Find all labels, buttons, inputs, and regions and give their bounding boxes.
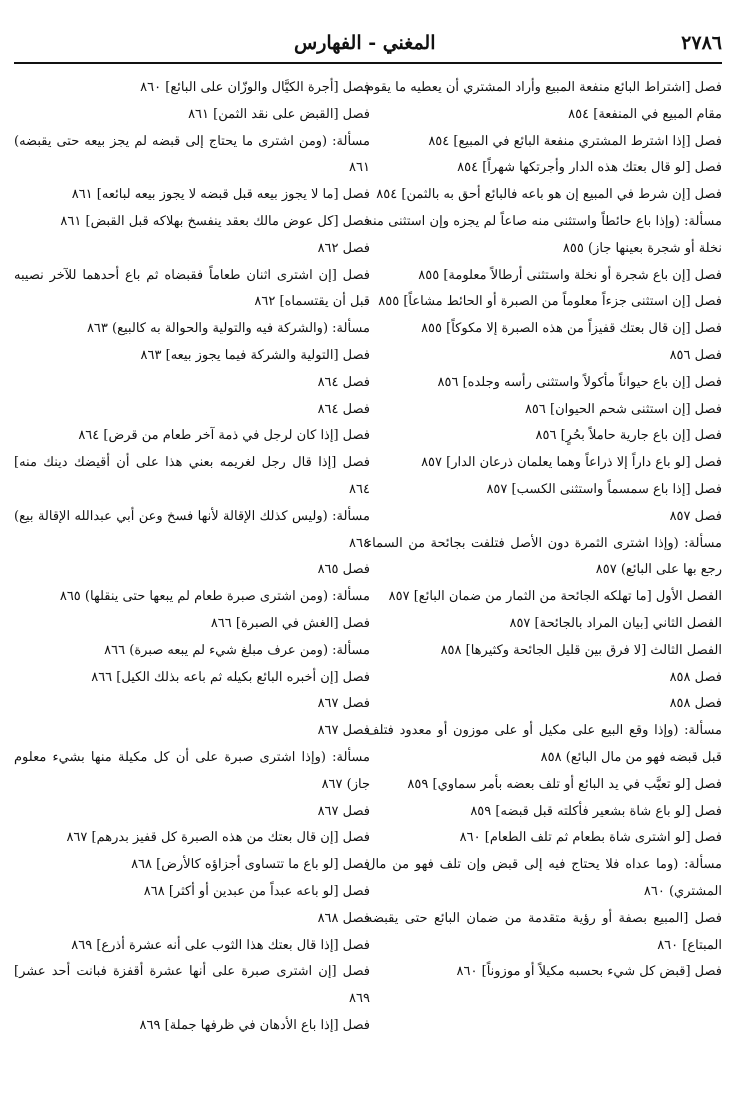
index-entry: فصل [إن باع شجرة أو نخلة واستثنى أرطالاً معلومة] ٨٥٥ xyxy=(418,267,722,283)
index-entry: فصل [ما لا يجوز بيعه قبل قبضه لا يجوز بيعه لبائعه] ٨٦١ xyxy=(71,187,370,203)
index-entry: فصل [إن قال بعتك قفيزاً من هذه الصبرة إلا مكوكاً] ٨٥٥ xyxy=(421,321,722,337)
index-entry: فصل [إذا قال بعتك هذا الثوب على أنه عشرة أذرع] ٨٦٩ xyxy=(71,937,370,953)
index-entry: فصل [إذا باع سمسماً واستثنى الكسب] ٨٥٧ xyxy=(486,481,722,497)
index-entry: فصل [إن استثنى شحم الحيوان] ٨٥٦ xyxy=(524,401,722,417)
index-entry: فصل [إذا قال رجل لغريمه بعني هذا على أن أقيضك دينك منه] ٨٦٤ xyxy=(14,455,370,497)
index-entry: فصل [إن اشترى اثنان طعاماً فقبضاه ثم باع أحدهما للآخر نصيبه قبل أن يقتسماه] ٨٦٢ xyxy=(14,267,370,310)
index-entry: فصل ٨٦٨ xyxy=(317,910,370,926)
index-entry: الفصل الأول [ما تهلكه الجائحة من الثمار من ضمان البائع] ٨٥٧ xyxy=(388,589,722,605)
index-entry: فصل ٨٦٥ xyxy=(317,562,370,578)
index-entry: فصل ٨٥٨ xyxy=(669,669,722,685)
index-entry: فصل [لو باع شاة بشعير فأكلته قبل قبضه] ٨٥٩ xyxy=(470,803,722,819)
index-entry: فصل [أجرة الكيَّال والوزّان على البائع] ٨٦٠ xyxy=(140,80,370,95)
index-entry: مسألة: (وإذا اشترى صبرة على أن كل مكيلة منها بشيء معلوم جاز) ٨٦٧ xyxy=(14,749,370,792)
index-entry: مسألة: (وإذا باع حائطاً واستثنى منه صاعاً لم يجزه وإن استثنى منه نخلة أو شجرة بعينها جاز) ٨٥٥ xyxy=(366,213,722,256)
index-entry: الفصل الثاني [بيان المراد بالجائحة] ٨٥٧ xyxy=(509,615,722,631)
index-entry: فصل ٨٥٧ xyxy=(669,508,722,524)
index-entry: مسألة: (وما عداه فلا يحتاج فيه إلى قبض وإن تلف فهو من مال المشتري) ٨٦٠ xyxy=(366,857,722,899)
index-entry: فصل [إن استثنى جزءاً معلوماً من الصبرة أو الحائط مشاعاً] ٨٥٥ xyxy=(378,294,722,310)
index-entry: فصل [إن اشترى صبرة على أنها عشرة أقفزة فبانت أحد عشر] ٨٦٩ xyxy=(14,964,370,1007)
index-entry: مسألة: (ومن اشترى صبرة طعام لم يبعها حتى ينقلها) ٨٦٥ xyxy=(59,589,370,605)
index-entry: فصل [كل عوض مالك بعقد ينفسخ بهلاكه قبل القبض] ٨٦١ xyxy=(60,213,370,229)
running-title: المغني - الفهارس xyxy=(294,32,436,54)
index-entry: الفصل الثالث [لا فرق بين قليل الجائحة وكثيرها] ٨٥٨ xyxy=(440,642,722,658)
index-entry: فصل [الغش في الصبرة] ٨٦٦ xyxy=(210,615,370,631)
index-column-right xyxy=(366,75,722,1084)
index-entry: فصل [لو باعه عبداً من عبدين أو أكثر] ٨٦٨ xyxy=(143,883,370,899)
index-entry: فصل [قبض كل شيء بحسبه مكيلاً أو موزوناً] ٨٦٠ xyxy=(456,964,722,980)
index-entry: فصل [إذا كان لرجل في ذمة آخر طعام من قرض] ٨٦٤ xyxy=(78,428,370,444)
index-entry: مسألة: (وإذا وقع البيع على مكيل أو على موزون أو معدود فتلف قبل قبضه فهو من مال البائع) ٨٥٨ xyxy=(366,723,722,765)
index-column-left xyxy=(14,75,370,1084)
index-entry: فصل [لو قال بعتك هذه الدار وأجرتكها شهراً] ٨٥٤ xyxy=(457,160,722,176)
index-entry: فصل ٨٦٧ xyxy=(317,696,370,712)
index-entry: فصل [لو اشترى شاة بطعام ثم تلف الطعام] ٨٦٠ xyxy=(459,830,722,846)
index-entry: فصل [القبض على نقد الثمن] ٨٦١ xyxy=(188,106,370,122)
index-entry: فصل ٨٦٤ xyxy=(317,401,370,417)
index-entry: فصل ٨٥٦ xyxy=(669,347,722,363)
index-entry: فصل [إن قال بعتك من هذه الصبرة كل قفيز بدرهم] ٨٦٧ xyxy=(66,830,370,846)
index-entry: فصل [إن باع جارية حاملاً بحُرٍ] ٨٥٦ xyxy=(535,428,722,444)
index-entry: مسألة: (ومن عرف مبلغ شيء لم يبعه صبرة) ٨٦٦ xyxy=(104,642,370,658)
index-entry: فصل [إذا اشترط المشتري منفعة البائع في المبيع] ٨٥٤ xyxy=(428,133,722,149)
index-entry: فصل [المبيع بصفة أو رؤية متقدمة من ضمان البائع حتى يقبضه المبتاع] ٨٦٠ xyxy=(366,910,722,953)
index-entry: فصل [لو باع داراً إلا ذراعاً وهما يعلمان ذرعان الدار] ٨٥٧ xyxy=(421,455,722,471)
index-entry: فصل [اشتراط البائع منفعة المبيع وأراد المشتري أن يعطيه ما يقوم مقام المبيع في المنفعة] ٨٥٤ xyxy=(366,80,722,122)
page-number: ٢٧٨٦ xyxy=(681,32,722,54)
index-entry: فصل [التولية والشركة فيما يجوز بيعه] ٨٦٣ xyxy=(140,347,370,363)
index-entry: مسألة: (وليس كذلك الإقالة لأنها فسخ وعن أبي عبدالله الإقالة بيع) ٨٦٤ xyxy=(14,508,370,551)
index-entry: فصل ٨٦٢ xyxy=(317,240,370,256)
index-entry: مسألة: (وإذا اشترى الثمرة دون الأصل فتلفت بجائحة من السماء رجع بها على البائع) ٨٥٧ xyxy=(366,535,722,578)
index-entry: مسألة: (ومن اشترى ما يحتاج إلى قبضه لم يجز بيعه حتى يقبضه) ٨٦١ xyxy=(14,133,370,176)
page-header xyxy=(14,30,722,64)
index-entry: فصل [لو باع ما تتساوى أجزاؤه كالأرض] ٨٦٨ xyxy=(131,857,370,873)
index-entry: فصل [لو تعيَّب في يد البائع أو تلف بعضه بأمر سماوي] ٨٥٩ xyxy=(407,776,722,792)
index-entry: فصل [إذا باع الأدهان في ظرفها جملة] ٨٦٩ xyxy=(139,1017,370,1033)
index-entry: فصل [إن باع حيواناً مأكولاً واستثنى رأسه وجلده] ٨٥٦ xyxy=(437,374,722,390)
index-entry: مسألة: (والشركة فيه والتولية والحوالة به كالبيع) ٨٦٣ xyxy=(86,321,370,337)
index-entry: فصل ٨٥٨ xyxy=(669,696,722,712)
index-entry: فصل [إن شرط في المبيع إن هو باعه فالبائع أحق به بالثمن] ٨٥٤ xyxy=(376,187,722,203)
index-entry: فصل ٨٦٧ xyxy=(317,723,370,739)
index-entry: فصل ٨٦٤ xyxy=(317,374,370,390)
index-entry: فصل ٨٦٧ xyxy=(317,803,370,819)
index-entry: فصل [إن أخبره البائع بكيله ثم باعه بذلك الكيل] ٨٦٦ xyxy=(91,669,370,685)
